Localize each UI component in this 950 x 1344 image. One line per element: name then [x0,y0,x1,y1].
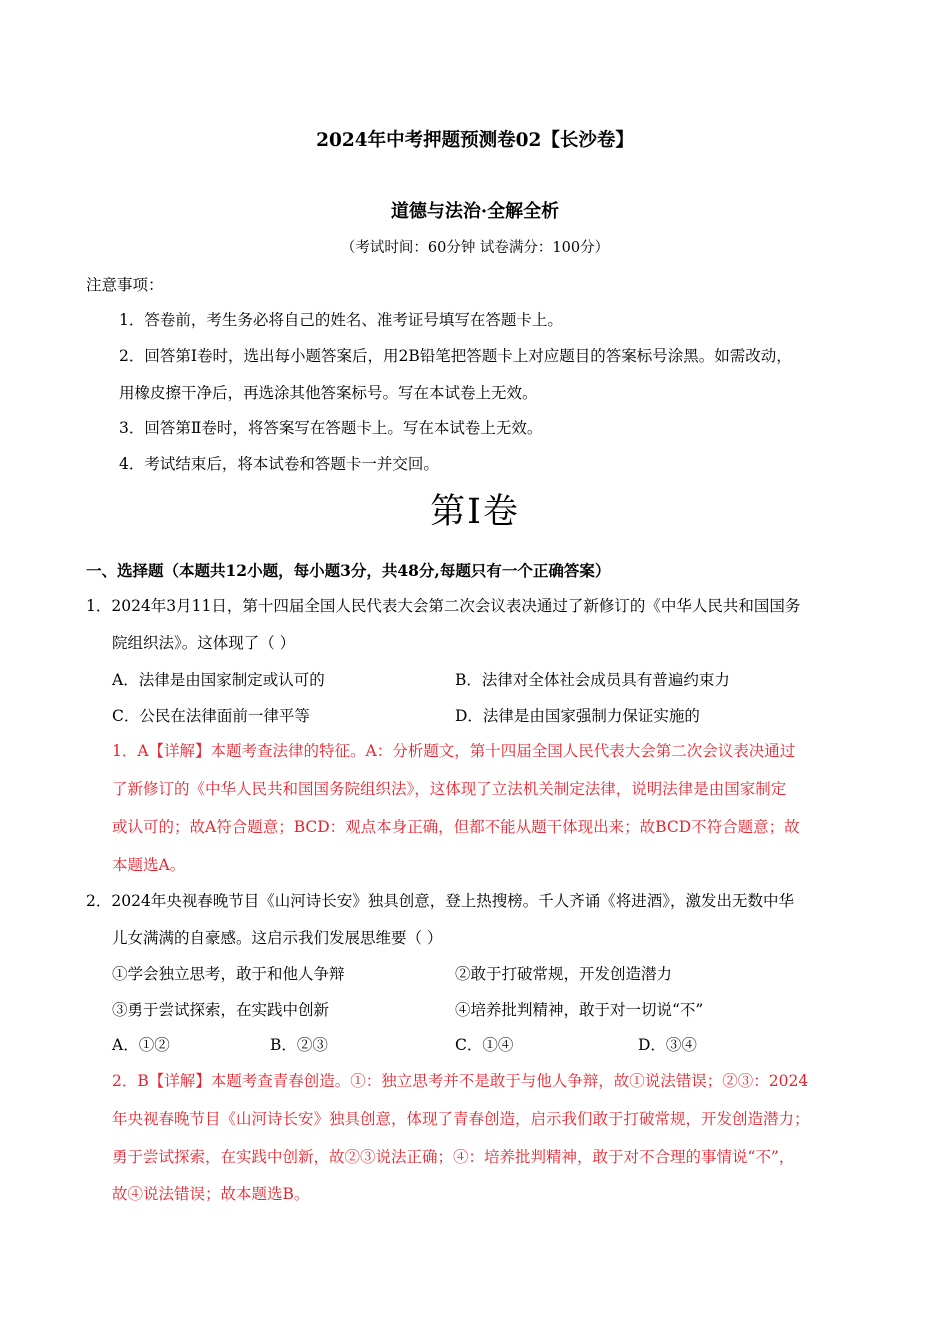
answer-explanation: 年央视春晚节目《山河诗长安》独具创意，体现了青春创造，启示我们敢于打破常规，开发创造潜力； [112,1110,810,1128]
option-c: C．①④ [455,1036,514,1054]
page-title: 2024年中考押题预测卷02【长沙卷】 [316,130,634,151]
answer-explanation: 故④说法错误；故本题选B。 [112,1185,310,1203]
option-d: D．③④ [638,1036,697,1054]
option-c: C．公民在法律面前一律平等 [112,707,310,725]
option-a: A．①② [112,1036,170,1054]
notice-heading: 注意事项： [86,276,164,294]
exam-meta: （考试时间：60分钟 试卷满分：100分） [340,240,610,256]
answer-explanation: 2．B【详解】本题考查青春创造。①：独立思考并不是敢于与他人争辩，故①说法错误；②③：2024 [112,1072,809,1090]
notice-line: 1．答卷前，考生务必将自己的姓名、准考证号填写在答题卡上。 [119,311,563,329]
question-stem: 1．2024年3月11日，第十四届全国人民代表大会第二次会议表决通过了新修订的《中华人民共和国国务 [86,597,801,615]
statement-1: ①学会独立思考，敢于和他人争辩 [112,965,345,983]
notice-line: 用橡皮擦干净后，再选涂其他答案标号。写在本试卷上无效。 [119,384,538,402]
notice-line: 3．回答第Ⅱ卷时，将答案写在答题卡上。写在本试卷上无效。 [119,419,543,437]
question-stem: 2．2024年央视春晚节目《山河诗长安》独具创意，登上热搜榜。千人齐诵《将进酒》，激发出无数中华 [86,892,795,910]
statement-2: ②敢于打破常规，开发创造潜力 [455,965,673,983]
option-a: A．法律是由国家制定或认可的 [112,671,325,689]
notice-line: 2．回答第Ⅰ卷时，选出每小题答案后，用2B铅笔把答题卡上对应题目的答案标号涂黑。如需改动， [119,347,792,365]
answer-explanation: 或认可的；故A符合题意；BCD：观点本身正确，但都不能从题干体现出来；故BCD不符合题意；故 [112,818,800,836]
option-b: B．②③ [270,1036,328,1054]
statement-4: ④培养批判精神，敢于对一切说“不” [455,1001,704,1019]
statement-3: ③勇于尝试探索，在实践中创新 [112,1001,330,1019]
answer-explanation: 了新修订的《中华人民共和国国务院组织法》，这体现了立法机关制定法律，说明法律是由国家制定 [112,780,787,798]
answer-explanation: 勇于尝试探索，在实践中创新，故②③说法正确；④：培养批判精神，敢于对不合理的事情说“不”， [112,1148,795,1166]
volume-title: 第Ⅰ卷 [430,492,520,532]
question-stem: 儿女满满的自豪感。这启示我们发展思维要（ ） [112,929,443,947]
option-d: D．法律是由国家强制力保证实施的 [455,707,700,725]
answer-explanation: 1．A【详解】本题考查法律的特征。A：分析题文，第十四届全国人民代表大会第二次会议表决通过 [112,742,796,760]
notice-line: 4．考试结束后，将本试卷和答题卡一并交回。 [119,455,439,473]
subject-title: 道德与法治·全解全析 [390,201,560,222]
question-stem: 院组织法》。这体现了（ ） [112,634,296,652]
answer-explanation: 本题选A。 [112,856,186,874]
option-b: B．法律对全体社会成员具有普遍约束力 [455,671,730,689]
section-title: 一、选择题（本题共12小题，每小题3分，共48分,每题只有一个正确答案） [86,561,611,580]
